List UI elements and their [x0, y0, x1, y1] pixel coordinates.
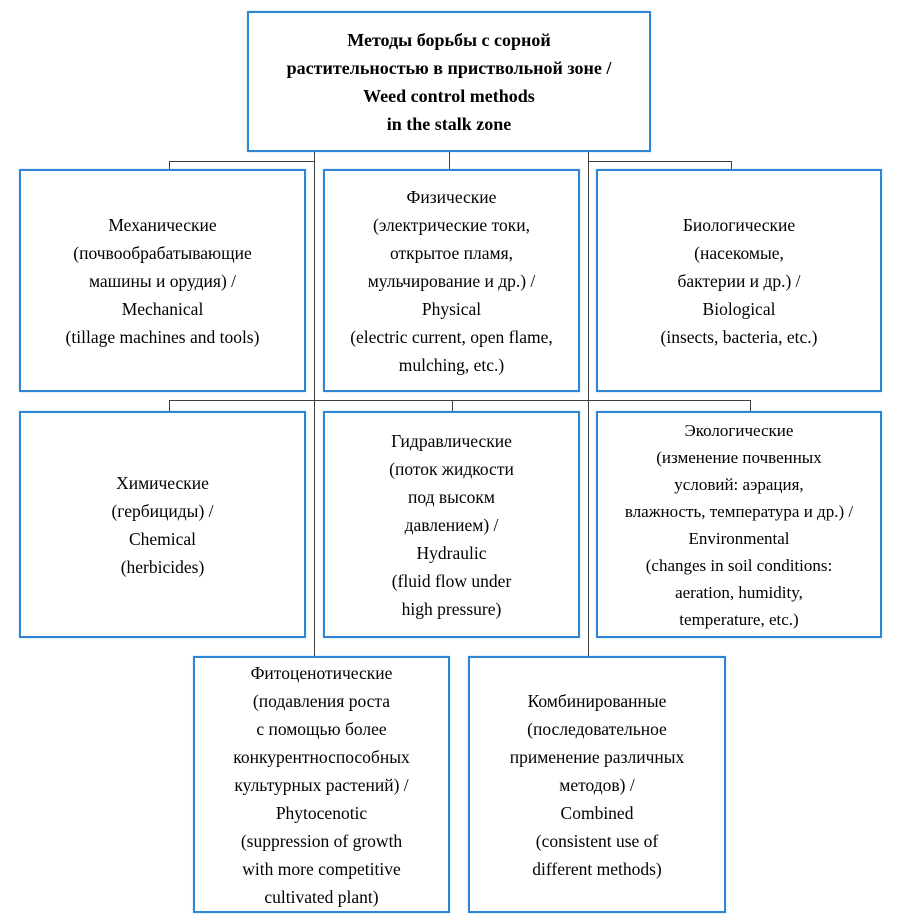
text-line: (insects, bacteria, etc.) [660, 326, 818, 347]
text-line: Physical [421, 298, 482, 319]
text-line: мульчирование и др.) / [367, 270, 536, 291]
text-line: (suppression of growth [240, 830, 403, 851]
box-hydraulic [323, 411, 580, 638]
text-line: different methods) [532, 858, 662, 879]
text-line: Chemical [128, 528, 197, 549]
text-line: Фитоценотические [250, 662, 393, 683]
connector-row2-distributor-horizontal [169, 400, 751, 401]
text-line: Biological [702, 298, 776, 319]
text-line: temperature, etc.) [679, 609, 799, 629]
text-line: влажность, температура и др.) / [624, 501, 854, 521]
text-line: aeration, humidity, [675, 582, 803, 602]
text-line: (изменение почвенных [656, 447, 822, 467]
box-physical [323, 169, 580, 392]
text-line: давлением) / [404, 514, 499, 535]
box-environmental [596, 411, 882, 638]
box-chemical [19, 411, 306, 638]
connector-right-bracket-stub [731, 161, 732, 169]
text-line: (changes in soil conditions: [645, 555, 833, 575]
connector-right-bracket-horizontal [588, 161, 732, 162]
text-line: конкурентноспособных [233, 746, 410, 767]
box-phytocenotic [193, 656, 450, 913]
text-line: (последовательное [527, 718, 667, 739]
text-line: под высокм [407, 486, 495, 507]
text-line: (electric current, open flame, [350, 326, 553, 347]
text-line: (подавления роста [252, 690, 391, 711]
box-biological [596, 169, 882, 392]
text-line: Комбинированные [527, 690, 667, 711]
box-mechanical [19, 169, 306, 392]
text-line: (tillage machines and tools) [65, 326, 260, 347]
connector-right-column-vertical [588, 152, 589, 656]
text-line: cultivated plant) [264, 886, 379, 907]
text-line: бактерии и др.) / [677, 270, 801, 291]
text-line: Weed control methods [363, 85, 535, 106]
connector-left-bracket-stub [169, 161, 170, 169]
text-line: Экологические [684, 420, 794, 440]
text-line: mulching, etc.) [398, 354, 505, 375]
box-combined [468, 656, 726, 913]
text-line: условий: аэрация, [674, 474, 804, 494]
connector-top-center-vertical [449, 152, 450, 169]
text-line: (почвообрабатывающие [73, 242, 252, 263]
text-line: Методы борьбы с сорной [347, 29, 551, 50]
text-line: with more competitive [242, 858, 401, 879]
text-line: Phytocenotic [275, 802, 368, 823]
text-line: Гидравлические [391, 430, 512, 451]
text-line: (herbicides) [120, 556, 205, 577]
connector-left-column-vertical [314, 152, 315, 656]
connector-row2-center-stub [452, 400, 453, 411]
text-line: Механические [108, 214, 217, 235]
text-line: открытое пламя, [389, 242, 514, 263]
connector-left-bracket-horizontal [169, 161, 315, 162]
text-line: машины и орудия) / [88, 270, 237, 291]
text-line: (насекомые, [694, 242, 784, 263]
text-line: с помощью более [256, 718, 387, 739]
text-line: high pressure) [401, 598, 502, 619]
text-line: (consistent use of [535, 830, 659, 851]
connector-row2-left-stub [169, 400, 170, 411]
text-line: Mechanical [121, 298, 204, 319]
text-line: Химические [116, 472, 209, 493]
text-line: культурных растений) / [234, 774, 409, 795]
text-line: (электрические токи, [373, 214, 530, 235]
box-title-weed-control-methods [247, 11, 651, 152]
text-line: (гербициды) / [111, 500, 214, 521]
text-line: Environmental [688, 528, 790, 548]
text-line: (fluid flow under [391, 570, 512, 591]
text-line: растительностью в приствольной зоне / [286, 57, 612, 78]
text-line: Физические [406, 186, 497, 207]
text-line: Combined [560, 802, 634, 823]
text-line: Hydraulic [416, 542, 487, 563]
text-line: методов) / [559, 774, 635, 795]
connector-row2-right-stub [750, 400, 751, 411]
text-line: Биологические [682, 214, 796, 235]
text-line: in the stalk zone [386, 113, 512, 134]
text-line: (поток жидкости [389, 458, 514, 479]
text-line: применение различных [509, 746, 685, 767]
